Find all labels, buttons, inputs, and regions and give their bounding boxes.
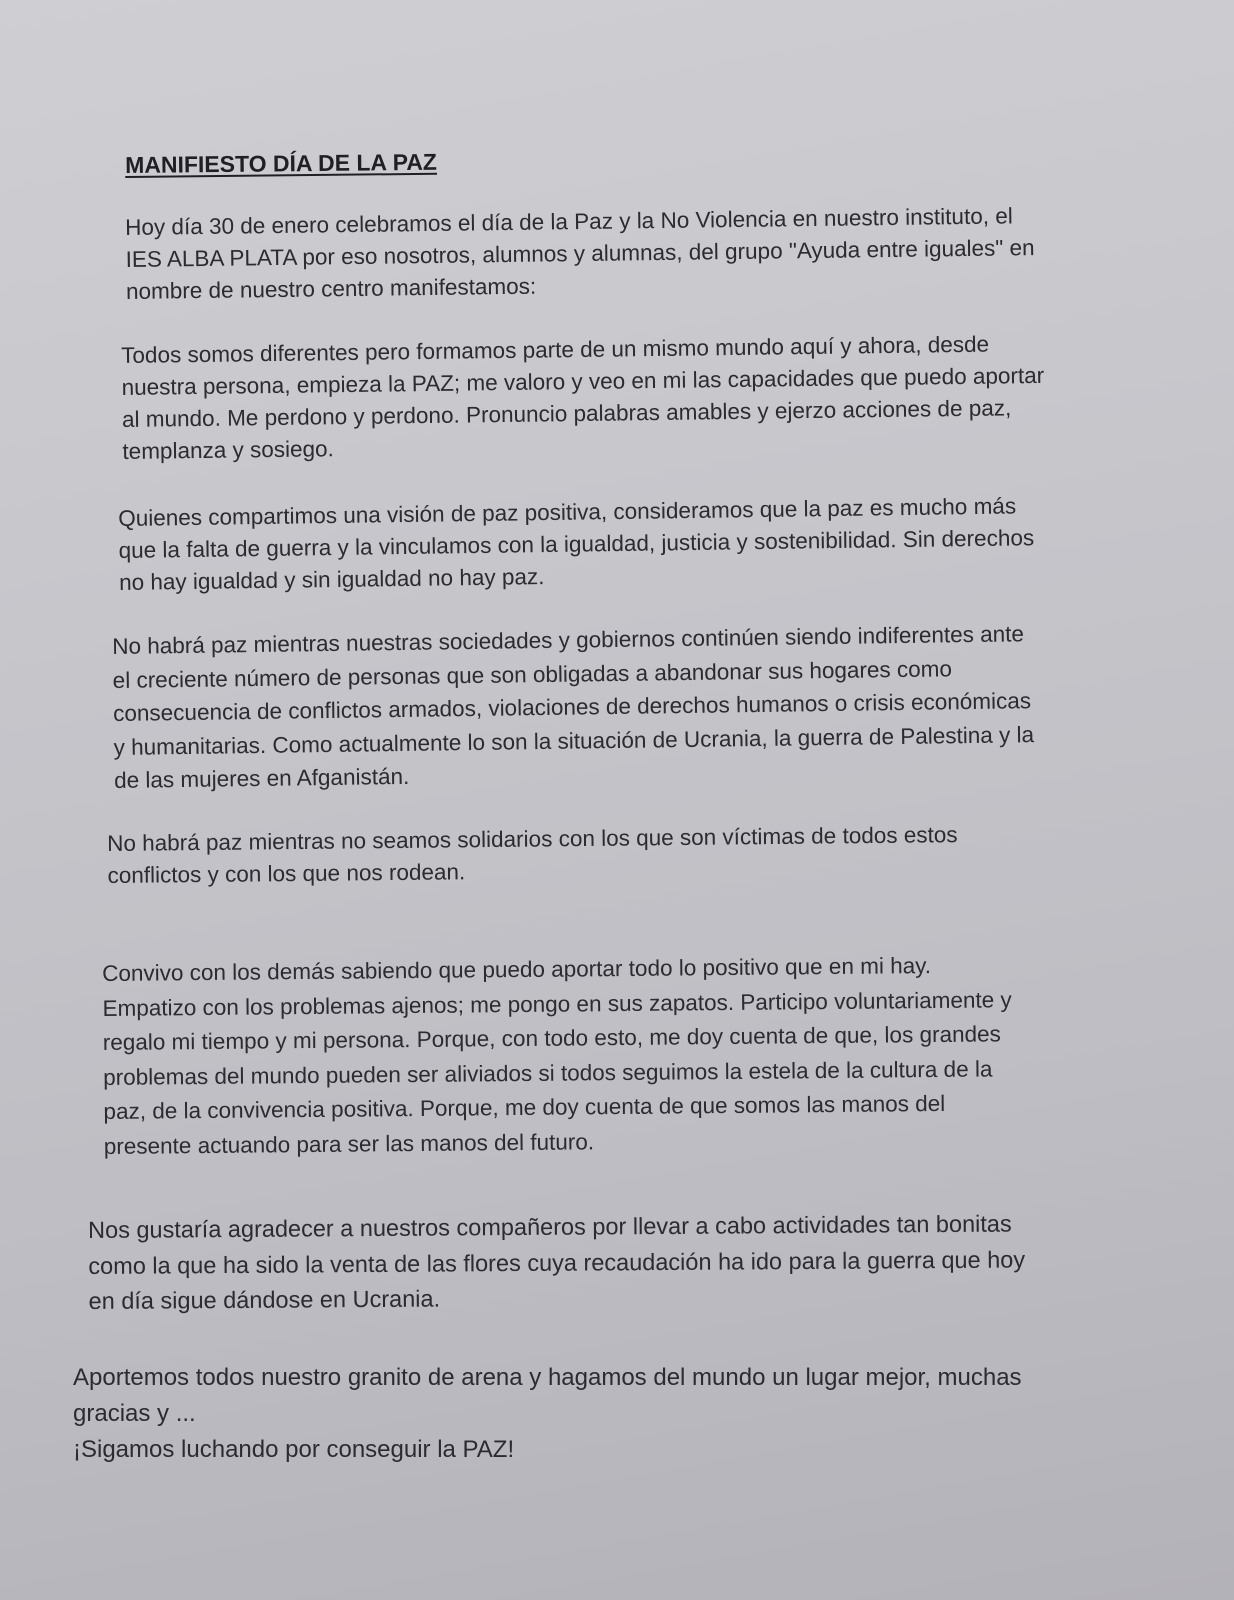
text-line: no hay igualdad y sin igualdad no hay paz. <box>118 564 545 595</box>
text-line: Hoy día 30 de enero celebramos el día de la Paz y la No Violencia en nuestro instituto, el <box>125 203 1013 240</box>
text-line: problemas del mundo pueden ser aliviados si todos seguimos la estela de la cultura de la <box>103 1055 993 1090</box>
text-line: nombre de nuestro centro manifestamos: <box>125 273 537 304</box>
text-line: en día sigue dándose en Ucrania. <box>88 1285 441 1314</box>
text-line: regalo mi tiempo y mi persona. Porque, con todo esto, me doy cuenta de que, los grandes <box>102 1021 1001 1055</box>
text-line: el creciente número de personas que son obligadas a abandonar sus hogares como <box>112 655 953 693</box>
text-line: como la que ha sido la venta de las flores cuya recaudación ha ido para la guerra que hoy <box>88 1245 1026 1279</box>
text-line: IES ALBA PLATA por eso nosotros, alumnos y alumnas, del grupo "Ayuda entre iguales" en <box>125 235 1035 272</box>
paragraph-diferentes <box>121 328 1045 468</box>
text-line: conflictos y con los que nos rodean. <box>107 859 466 888</box>
text-line: Aportemos todos nuestro granito de arena y hagamos del mundo un lugar mejor, muchas <box>73 1364 1022 1391</box>
text-line: Empatizo con los problemas ajenos; me pongo en sus zapatos. Participo voluntariamente y <box>102 986 1012 1021</box>
text-line: Nos gustaría agradecer a nuestros compañeros por llevar a cabo actividades tan bonitas <box>88 1210 1012 1243</box>
text-line: de las mujeres en Afganistán. <box>113 763 410 793</box>
paragraph-agradecimiento <box>88 1206 1025 1319</box>
text-line: consecuencia de conflictos armados, violaciones de derechos humanos o crisis económicas <box>112 688 1032 726</box>
text-line: Todos somos diferentes pero formamos parte de un mismo mundo aquí y ahora, desde <box>121 331 990 368</box>
paragraph-solidarios <box>107 819 958 892</box>
text-line: No habrá paz mientras no seamos solidarios con los que son víctimas de todos estos <box>107 822 958 856</box>
paragraph-convivo <box>102 948 1013 1164</box>
text-line: templanza y sosiego. <box>122 436 334 464</box>
text-line: No habrá paz mientras nuestras sociedades y gobiernos continúen siendo indiferentes ante <box>112 621 1025 659</box>
text-line: gracias y ... <box>73 1400 196 1427</box>
text-line: al mundo. Me perdono y perdono. Pronuncio palabras amables y ejerzo acciones de paz, <box>121 395 1012 432</box>
text-line: Quienes compartimos una visión de paz positiva, consideramos que la paz es mucho más <box>118 493 1017 531</box>
text-line: Convivo con los demás sabiendo que puedo aportar todo lo positivo que en mi hay. <box>102 953 932 986</box>
text-line: y humanitarias. Como actualmente lo son la situación de Ucrania, la guerra de Palestina y la <box>113 721 1035 760</box>
text-line: nuestra persona, empieza la PAZ; me valoro y veo en mi las capacidades que puedo aportar <box>121 362 1045 400</box>
paragraph-sociedades <box>112 617 1035 797</box>
paragraph-intro <box>125 200 1035 308</box>
text-line: presente actuando para ser las manos del futuro. <box>103 1128 595 1159</box>
text-line: paz, de la convivencia positiva. Porque, me doy cuenta de que somos las manos del <box>103 1090 946 1124</box>
document-title: MANIFIESTO DÍA DE LA PAZ <box>125 148 438 178</box>
closing-slogan: ¡Sigamos luchando por conseguir la PAZ! <box>73 1436 515 1463</box>
paragraph-closing <box>73 1360 1022 1468</box>
paragraph-vision-paz <box>118 490 1035 599</box>
text-line: que la falta de guerra y la vinculamos con la igualdad, justicia y sostenibilidad. Sin derechos <box>118 525 1035 563</box>
